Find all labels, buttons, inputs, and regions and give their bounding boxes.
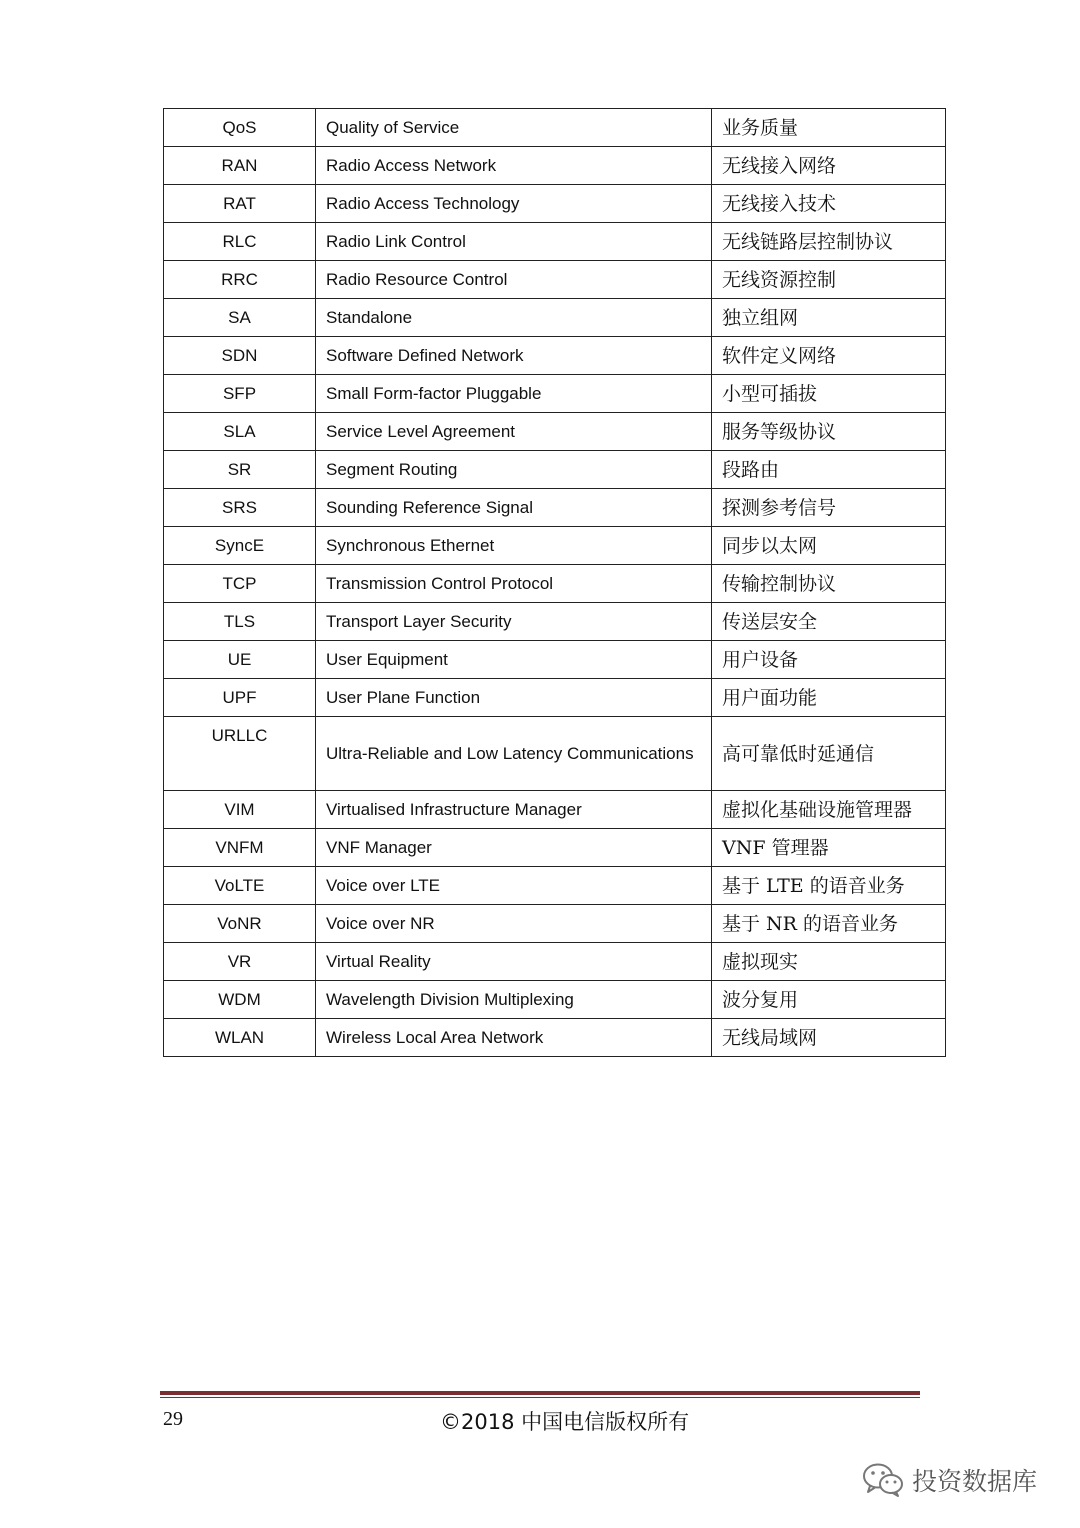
english-term-cell: VNF Manager <box>316 829 712 867</box>
table-row <box>164 603 946 641</box>
english-term-cell: Voice over LTE <box>316 867 712 905</box>
english-term-cell: Software Defined Network <box>316 337 712 375</box>
table-row <box>164 527 946 565</box>
table-row <box>164 451 946 489</box>
table-row <box>164 413 946 451</box>
abbreviation-cell: UE <box>164 641 316 679</box>
chinese-term-cell: 无线局域网 <box>712 1019 946 1057</box>
chinese-term-cell: 基于 LTE 的语音业务 <box>712 867 946 905</box>
english-term-cell: Radio Access Network <box>316 147 712 185</box>
abbreviation-cell: VoLTE <box>164 867 316 905</box>
english-term-cell: Sounding Reference Signal <box>316 489 712 527</box>
table-row <box>164 943 946 981</box>
chinese-term-cell: 无线接入网络 <box>712 147 946 185</box>
table-row <box>164 223 946 261</box>
english-term-cell: Small Form-factor Pluggable <box>316 375 712 413</box>
abbreviation-cell: RRC <box>164 261 316 299</box>
english-term-cell: Voice over NR <box>316 905 712 943</box>
chinese-term-cell: 用户设备 <box>712 641 946 679</box>
english-term-cell: Segment Routing <box>316 451 712 489</box>
english-term-cell: Service Level Agreement <box>316 413 712 451</box>
english-term-cell: Virtual Reality <box>316 943 712 981</box>
chinese-term-cell: 小型可插拔 <box>712 375 946 413</box>
english-term-cell: Ultra-Reliable and Low Latency Communications <box>316 717 712 791</box>
english-term-cell: Transport Layer Security <box>316 603 712 641</box>
chinese-term-cell: 同步以太网 <box>712 527 946 565</box>
chinese-term-cell: 虚拟化基础设施管理器 <box>712 791 946 829</box>
abbreviation-cell: TCP <box>164 565 316 603</box>
chinese-term-cell: 段路由 <box>712 451 946 489</box>
wechat-icon <box>862 1462 904 1498</box>
chinese-term-cell: 基于 NR 的语音业务 <box>712 905 946 943</box>
table-row <box>164 299 946 337</box>
table-row <box>164 375 946 413</box>
table-row <box>164 829 946 867</box>
table-row <box>164 337 946 375</box>
abbreviation-cell: SFP <box>164 375 316 413</box>
chinese-term-cell: 用户面功能 <box>712 679 946 717</box>
table-row <box>164 867 946 905</box>
abbreviation-cell: RAT <box>164 185 316 223</box>
chinese-term-cell: 无线接入技术 <box>712 185 946 223</box>
chinese-term-cell: VNF 管理器 <box>712 829 946 867</box>
footer-rule-thin-line <box>160 1397 920 1398</box>
english-term-cell: Quality of Service <box>316 109 712 147</box>
chinese-term-cell: 传输控制协议 <box>712 565 946 603</box>
copyright-notice: ©2018 中国电信版权所有 <box>440 1410 690 1434</box>
abbreviation-cell: VIM <box>164 791 316 829</box>
watermark <box>862 1462 1037 1498</box>
abbreviation-table <box>163 108 946 1057</box>
chinese-term-cell: 高可靠低时延通信 <box>712 717 946 791</box>
abbreviation-cell: SA <box>164 299 316 337</box>
abbreviation-cell: SR <box>164 451 316 489</box>
abbreviation-cell: TLS <box>164 603 316 641</box>
chinese-term-cell: 软件定义网络 <box>712 337 946 375</box>
chinese-term-cell: 业务质量 <box>712 109 946 147</box>
abbreviation-cell: UPF <box>164 679 316 717</box>
table-row <box>164 679 946 717</box>
abbreviation-table-body <box>164 109 946 1057</box>
abbreviation-cell: SDN <box>164 337 316 375</box>
abbreviation-cell: SRS <box>164 489 316 527</box>
chinese-term-cell: 虚拟现实 <box>712 943 946 981</box>
abbreviation-cell: URLLC <box>164 717 316 791</box>
table-row <box>164 717 946 791</box>
english-term-cell: Standalone <box>316 299 712 337</box>
english-term-cell: Transmission Control Protocol <box>316 565 712 603</box>
english-term-cell: Synchronous Ethernet <box>316 527 712 565</box>
english-term-cell: Radio Link Control <box>316 223 712 261</box>
english-term-cell: Radio Access Technology <box>316 185 712 223</box>
table-row <box>164 905 946 943</box>
table-row <box>164 109 946 147</box>
watermark-label: 投资数据库 <box>912 1467 1038 1496</box>
abbreviation-cell: RAN <box>164 147 316 185</box>
chinese-term-cell: 传送层安全 <box>712 603 946 641</box>
chinese-term-cell: 服务等级协议 <box>712 413 946 451</box>
table-row <box>164 261 946 299</box>
table-row <box>164 565 946 603</box>
abbreviation-cell: VNFM <box>164 829 316 867</box>
abbreviation-cell: VR <box>164 943 316 981</box>
abbreviation-cell: WDM <box>164 981 316 1019</box>
table-row <box>164 147 946 185</box>
english-term-cell: Wireless Local Area Network <box>316 1019 712 1057</box>
chinese-term-cell: 独立组网 <box>712 299 946 337</box>
abbreviation-cell: WLAN <box>164 1019 316 1057</box>
abbreviation-cell: SyncE <box>164 527 316 565</box>
abbreviation-cell: QoS <box>164 109 316 147</box>
english-term-cell: User Equipment <box>316 641 712 679</box>
table-row <box>164 641 946 679</box>
table-row <box>164 185 946 223</box>
english-term-cell: User Plane Function <box>316 679 712 717</box>
english-term-cell: Wavelength Division Multiplexing <box>316 981 712 1019</box>
abbreviation-cell: VoNR <box>164 905 316 943</box>
table-row <box>164 1019 946 1057</box>
page-number: 29 <box>163 1408 183 1430</box>
footer-rule-thick-line <box>160 1391 920 1395</box>
english-term-cell: Virtualised Infrastructure Manager <box>316 791 712 829</box>
abbreviation-cell: RLC <box>164 223 316 261</box>
table-row <box>164 791 946 829</box>
chinese-term-cell: 无线资源控制 <box>712 261 946 299</box>
chinese-term-cell: 无线链路层控制协议 <box>712 223 946 261</box>
table-row <box>164 981 946 1019</box>
abbreviation-cell: SLA <box>164 413 316 451</box>
english-term-cell: Radio Resource Control <box>316 261 712 299</box>
chinese-term-cell: 探测参考信号 <box>712 489 946 527</box>
chinese-term-cell: 波分复用 <box>712 981 946 1019</box>
table-row <box>164 489 946 527</box>
